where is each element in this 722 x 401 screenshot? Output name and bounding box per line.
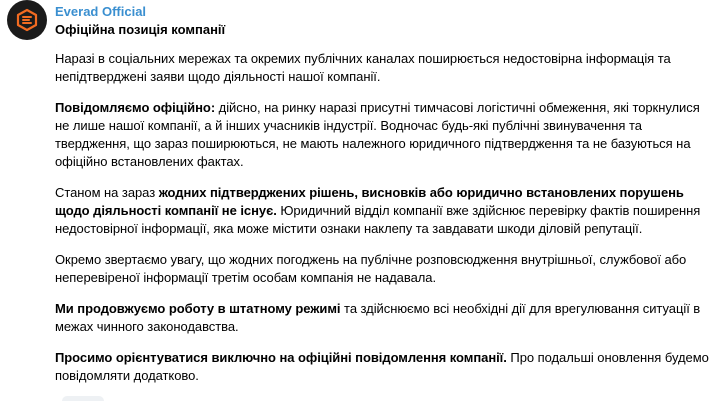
paragraph-5-bold: Ми продовжуємо роботу в штатному режимі [55,301,341,316]
paragraph-6-text: Про подальші оновлення будемо повідомляти додатково. [55,350,709,383]
paragraph-1-text: Наразі в соціальних мережах та окремих публічних каналах поширюється недостовірна інформація та непідтверджені заяви щодо діяльності нашої компанії. [55,51,671,84]
reaction-pill[interactable] [62,396,104,401]
paragraph-1 [55,50,715,86]
paragraph-6 [55,349,715,385]
paragraph-5-text: та здійснюємо всі необхідні дії для врегулювання ситуації в межах чинного законодавства. [55,301,701,334]
post-body [55,50,715,398]
paragraph-4 [55,251,715,287]
paragraph-5 [55,300,715,336]
channel-name[interactable]: Everad Official [55,4,147,19]
paragraph-3 [55,184,715,238]
paragraph-3-start: Станом на зараз [55,185,159,200]
paragraph-4-text: Окремо звертаємо увагу, що жодних погоджень на публічне розповсюдження внутрішньої, службової або неперевіреної інформації третім особам компанія не надавала. [55,252,687,285]
paragraph-2 [55,99,715,171]
post-title: Офіційна позиція компанії [55,22,226,37]
paragraph-2-text: дійсно, на ринку наразі присутні тимчасові логістичні обмеження, які торкнулися не лише нашої компанії, а й інших учасників індустрії. Водночас будь-які публічні звинувачення та твердження, що зараз поширюються, не мають належного юридичного підтвердження та не базуються на офіційно встановлених фактах. [55,100,700,169]
paragraph-3-text: Юридичний відділ компанії вже здійснює перевірку фактів поширення недостовірної інформації, яка може містити ознаки наклепу та завдавати шкоди діловій репутації. [55,203,701,236]
paragraph-3-bold: жодних підтверджених рішень, висновків або юридично встановлених порушень щодо діяльності компанії не існує. [55,185,684,218]
paragraph-2-bold: Повідомляємо офіційно: [55,100,216,115]
everad-logo-icon [15,8,39,32]
channel-avatar[interactable] [7,0,47,40]
paragraph-6-bold: Просимо орієнтуватися виключно на офіційні повідомлення компанії. [55,350,507,365]
